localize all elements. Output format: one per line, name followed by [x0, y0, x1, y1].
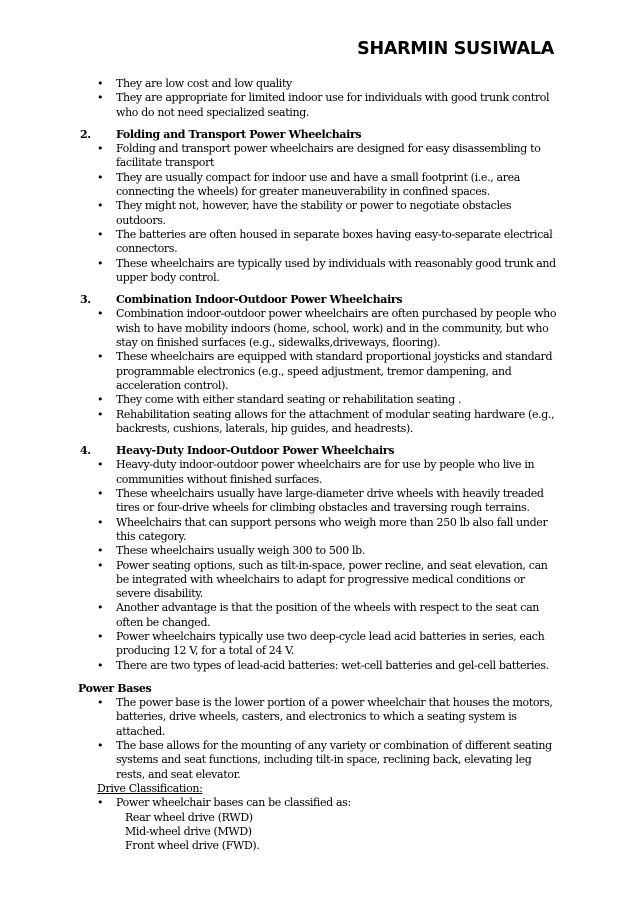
- list-item: • The base allows for the mounting of any variety or combination of different seating systems and seat functions, including tilt-in space, reclining back, elevating leg rests, and seat elevator.: [80, 739, 560, 782]
- section-heavy-duty: [80, 444, 560, 673]
- list-item: • They might not, however, have the stability or power to negotiate obstacles outdoors.: [80, 199, 560, 228]
- list-item: • The power base is the lower portion of a power wheelchair that houses the motors, batteries, drive wheels, casters, and electronics to which a seating system is attached.: [80, 696, 560, 739]
- list-item: • Power wheelchair bases can be classified as:: [80, 796, 560, 810]
- list-item: • These wheelchairs usually have large-diameter drive wheels with heavily treaded tires or four-drive wheels for climbing obstacles and traversing rough terrains.: [80, 487, 560, 516]
- section-number: 2.: [80, 127, 91, 141]
- list-item: • Another advantage is that the position of the wheels with respect to the seat can often be changed.: [80, 601, 560, 630]
- list-item: • Heavy-duty indoor-outdoor power wheelchairs are for use by people who live in communities without finished surfaces.: [80, 458, 560, 487]
- section-number: 4.: [80, 444, 91, 458]
- list-item: • Power wheelchairs typically use two deep-cycle lead acid batteries in series, each producing 12 V, for a total of 24 V.: [80, 630, 560, 659]
- list-item: • Combination indoor-outdoor power wheelchairs are often purchased by people who wish to have mobility indoors (home, school, work) and in the community, but who stay on finished surfaces (e.g., sidewalks,driveways, flooring).: [80, 307, 560, 350]
- power-bases-heading: Power Bases: [78, 681, 152, 695]
- section-title: Heavy-Duty Indoor-Outdoor Power Wheelchairs: [116, 444, 395, 458]
- section-heading: [80, 128, 560, 142]
- list-item: • These wheelchairs are equipped with standard proportional joysticks and standard programmable electronics (e.g., speed adjustment, tremor dampening, and acceleration control).: [80, 350, 560, 393]
- section-folding: [80, 128, 560, 285]
- section-heading: [80, 293, 560, 307]
- list-item: • Power seating options, such as tilt-in-space, power recline, and seat elevation, can be integrated with wheelchairs to adapt for progressive medical conditions or severe disability.: [80, 559, 560, 602]
- section-combination: [80, 293, 560, 436]
- list-item: • Wheelchairs that can support persons who weigh more than 250 lb also fall under this category.: [80, 516, 560, 545]
- section-title: Combination Indoor-Outdoor Power Wheelchairs: [116, 293, 403, 307]
- drive-classification-list: [80, 796, 560, 810]
- power-bases-list: [80, 696, 560, 782]
- list-item: • These wheelchairs usually weigh 300 to 500 lb.: [80, 544, 560, 558]
- list-item: • They are appropriate for limited indoor use for individuals with good trunk control who do not need specialized seating.: [80, 91, 560, 120]
- drive-type-mwd: Mid-wheel drive (MWD): [125, 824, 252, 838]
- list-item: • The batteries are often housed in separate boxes having easy-to-separate electrical connectors.: [80, 228, 560, 257]
- list-item: • They are low cost and low quality: [80, 77, 560, 91]
- drive-classification-label: Drive Classification:: [97, 781, 203, 795]
- list-item: • Folding and transport power wheelchairs are designed for easy disassembling to facilitate transport: [80, 142, 560, 171]
- list-item: • They come with either standard seating or rehabilitation seating .: [80, 393, 560, 407]
- document-body: [80, 77, 560, 853]
- drive-type-rwd: Rear wheel drive (RWD): [125, 810, 253, 824]
- section-number: 3.: [80, 293, 91, 307]
- section-list: [80, 458, 560, 672]
- list-item: • They are usually compact for indoor use and have a small footprint (i.e., area connecting the wheels) for greater maneuverability in confined spaces.: [80, 171, 560, 200]
- section-power-bases: [80, 682, 560, 854]
- author-header: SHARMIN SUSIWALA: [357, 39, 554, 59]
- intro-list: [80, 77, 560, 120]
- section-list: [80, 142, 560, 285]
- list-item: • There are two types of lead-acid batteries: wet-cell batteries and gel-cell batteries.: [80, 659, 560, 673]
- section-list: [80, 307, 560, 436]
- list-item: • These wheelchairs are typically used by individuals with reasonably good trunk and upper body control.: [80, 257, 560, 286]
- list-item: • Rehabilitation seating allows for the attachment of modular seating hardware (e.g., backrests, cushions, laterals, hip guides, and headrests).: [80, 408, 560, 437]
- drive-type-fwd: Front wheel drive (FWD).: [125, 839, 260, 853]
- section-title: Folding and Transport Power Wheelchairs: [116, 127, 362, 141]
- section-heading: [80, 444, 560, 458]
